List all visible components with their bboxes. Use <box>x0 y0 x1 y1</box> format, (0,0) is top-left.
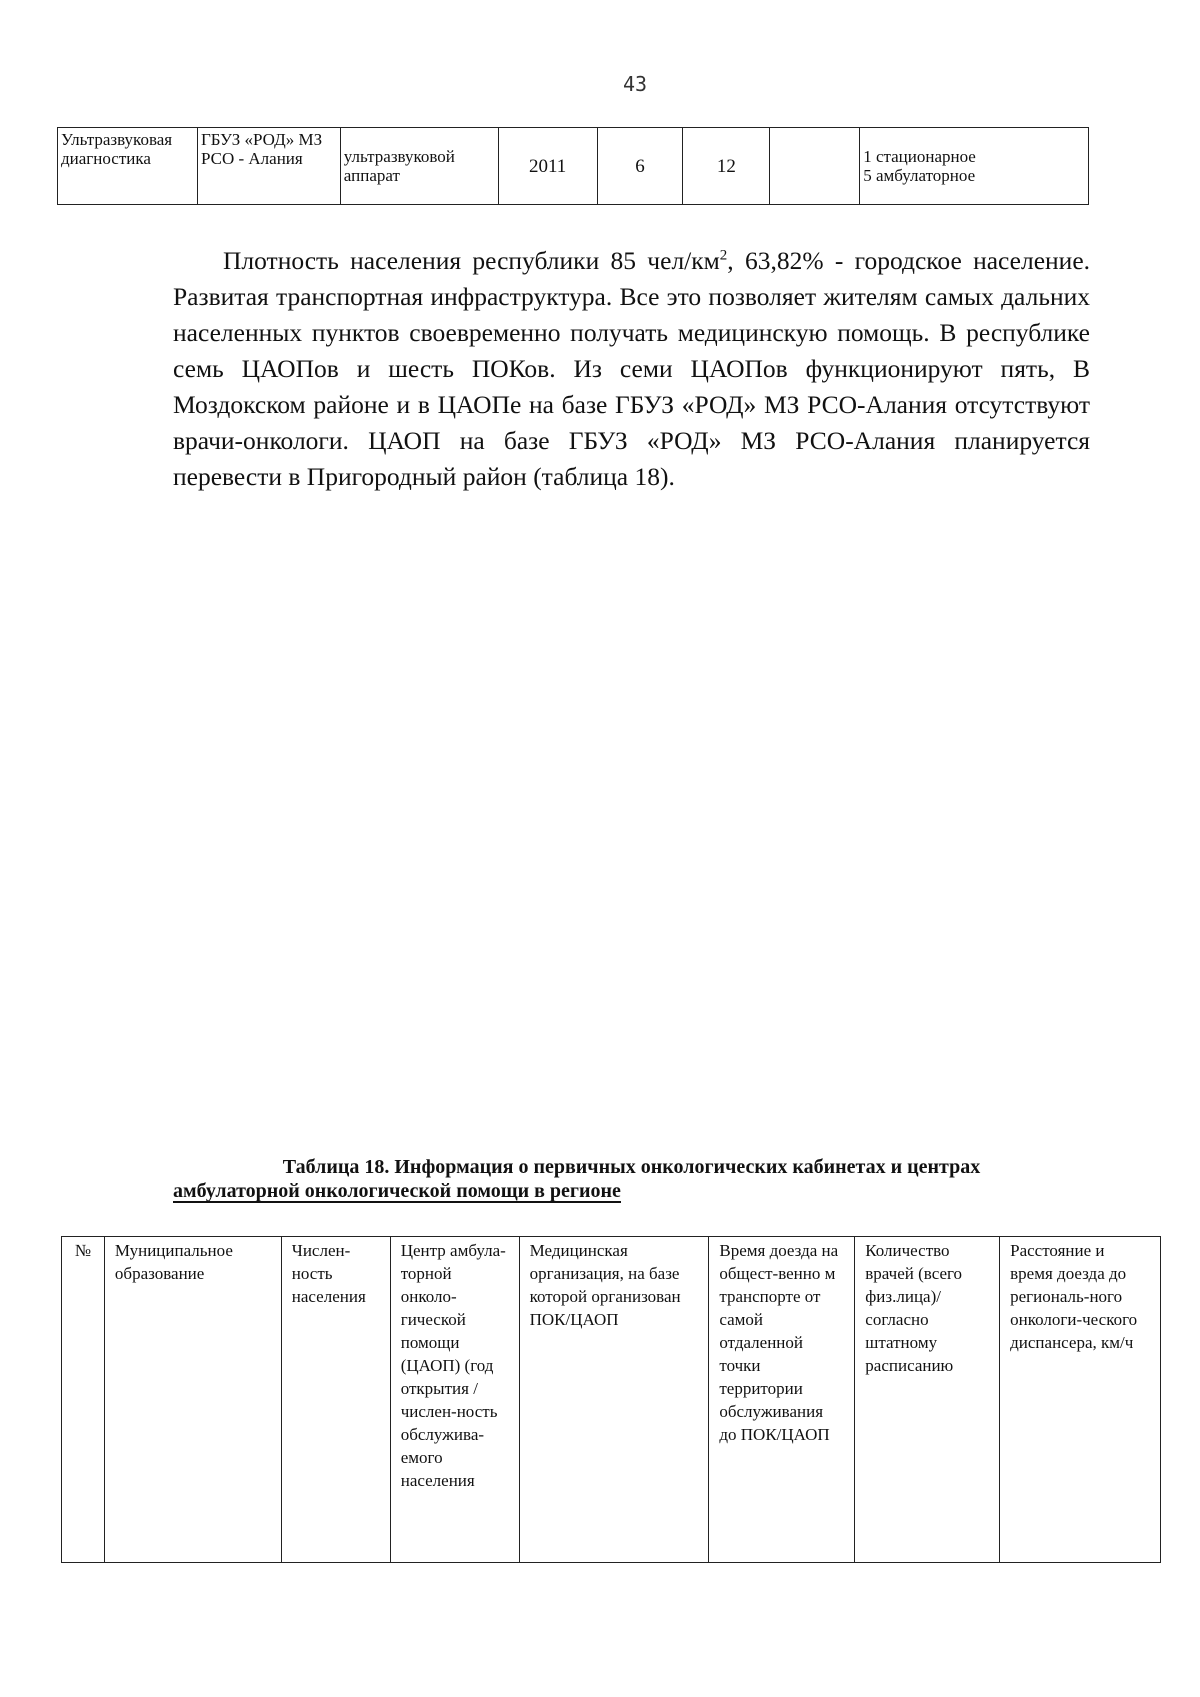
cell-equipment: ультразвуковой аппарат <box>340 128 498 205</box>
header-distance: Расстояние и время доезда до региональ-ного онкологи-ческого диспансера, км/ч <box>1000 1237 1161 1563</box>
cell-col6: 12 <box>683 128 770 205</box>
cell-col5: 6 <box>597 128 683 205</box>
header-number: № <box>62 1237 105 1563</box>
table-header-row <box>62 1237 1161 1563</box>
note-line-1: 1 стационарное <box>863 147 976 166</box>
header-population: Числен-ность населения <box>281 1237 390 1563</box>
header-travel-time: Время доезда на общест-венно м транспорте от самой отдаленной точки территории обслуживания до ПОК/ЦАОП <box>709 1237 855 1563</box>
header-doctor-count: Количество врачей (всего физ.лица)/ согласно штатному расписанию <box>855 1237 1000 1563</box>
cell-year: 2011 <box>498 128 597 205</box>
table-caption <box>173 1155 1090 1203</box>
equipment-table <box>57 127 1089 205</box>
cell-note <box>860 128 1089 205</box>
cell-org: ГБУЗ «РОД» МЗ РСО - Алания <box>197 128 340 205</box>
paragraph-part-2: , 63,82% - городское население. Развитая транспортная инфраструктура. Все это позволяет жителям самых дальних населенных пунктов своевременно получать медицинскую помощь. В республике семь ЦАОПов и шесть ПОКов. Из семи ЦАОПов функционируют пять, В Моздокском районе и в ЦАОПе на базе ГБУЗ «РОД» МЗ РСО-Алания отсутствуют врачи-онкологи. ЦАОП на базе ГБУЗ «РОД» МЗ РСО-Алания планируется перевести в Пригородный район (таблица 18). <box>173 246 1091 491</box>
header-caop-center: Центр амбула-торной онколо-гической помощи (ЦАОП) (год открытия / числен-ность обслужива-емого населения <box>390 1237 519 1563</box>
header-medical-organization: Медицинская организация, на базе которой организован ПОК/ЦАОП <box>519 1237 709 1563</box>
cell-col7 <box>770 128 860 205</box>
table-row <box>58 128 1089 205</box>
note-line-2: 5 амбулаторное <box>863 166 976 185</box>
cell-type: Ультразвуковая диагностика <box>58 128 198 205</box>
caption-line-2: амбулаторной онкологической помощи в регионе <box>173 1180 621 1202</box>
paragraph-superscript: 2 <box>719 247 728 264</box>
paragraph-part-1: Плотность населения республики 85 чел/км <box>223 246 720 275</box>
caption-line-1: Таблица 18. Информация о первичных онкологических кабинетах и центрах <box>282 1156 981 1178</box>
page-number: 43 <box>622 72 648 96</box>
body-paragraph <box>173 243 1090 495</box>
header-municipality: Муниципальное образование <box>104 1237 281 1563</box>
table-18 <box>61 1236 1161 1563</box>
